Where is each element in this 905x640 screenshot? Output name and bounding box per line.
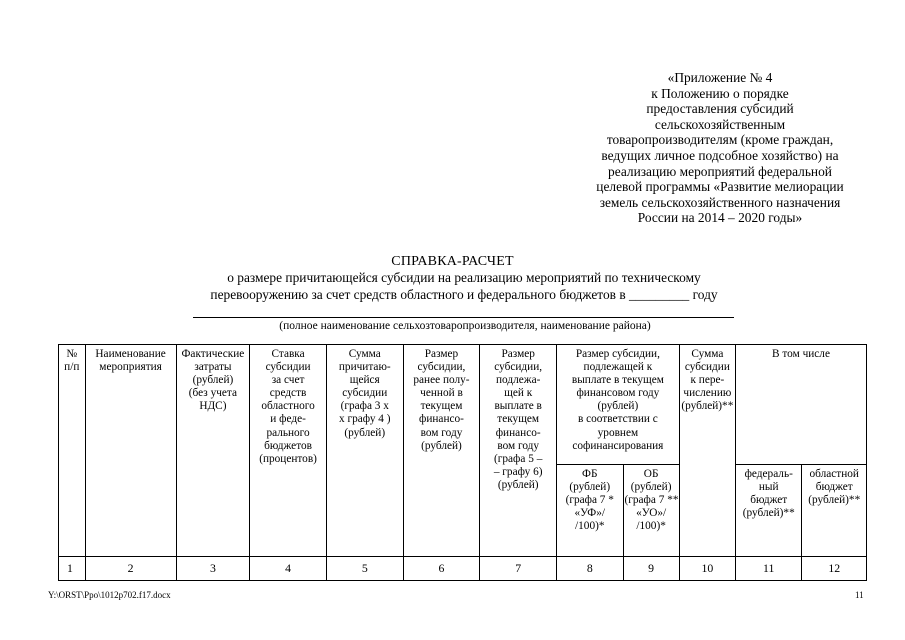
- header-activity-name: Наименование мероприятия: [85, 345, 176, 557]
- column-number: 9: [623, 557, 679, 581]
- header-subsidy-rate: Ставка субсидии за счет средств областного и феде- рального бюджетов (процентов): [250, 345, 327, 557]
- header-previously-received: Размер субсидии, ранее полу- ченной в текущем финансо- вом году (рублей): [403, 345, 480, 557]
- column-number: 7: [480, 557, 557, 581]
- header-regional-budget: областной бюджет (рублей)**: [802, 465, 867, 557]
- column-number: 8: [557, 557, 623, 581]
- subsidy-calculation-table: [58, 344, 867, 581]
- header-payable-current-year: Размер субсидии, подлежа- щей к выплате в текущем финансо- вом году (графа 5 – – графу 6) (рублей): [480, 345, 557, 557]
- appendix-line: сельскохозяйственным: [654, 116, 786, 132]
- header-regional-budget-share: ОБ (рублей) (графа 7 ** «УО»/ /100)*: [623, 465, 679, 557]
- header-cofinancing-group: Размер субсидии, подлежащей к выплате в текущем финансовом году (рублей) в соответствии с уровнем софинансирования: [557, 345, 680, 465]
- document-subtitle: [0, 270, 905, 303]
- appendix-header: [560, 70, 880, 226]
- column-number: 3: [176, 557, 250, 581]
- header-including-group: В том числе: [736, 345, 867, 465]
- subtitle-line-2: перевооружению за счет средств областного и федерального бюджетов в _________ году: [210, 286, 718, 302]
- appendix-line: ведущих личное подсобное хозяйство) на: [601, 147, 839, 163]
- header-federal-budget: федераль- ный бюджет (рублей)**: [736, 465, 802, 557]
- header-subsidy-due: Сумма причитаю- щейся субсидии (графа 3 х х графу 4 ) (рублей): [326, 345, 403, 557]
- header-row-number: № п/п: [59, 345, 86, 557]
- column-number: 5: [326, 557, 403, 581]
- header-amount-to-transfer: Сумма субсидии к пере- числению (рублей)**: [679, 345, 735, 557]
- column-number: 1: [59, 557, 86, 581]
- appendix-line: «Приложение № 4: [667, 70, 773, 85]
- column-number: 10: [679, 557, 735, 581]
- header-federal-budget-share: ФБ (рублей) (графа 7 * «УФ»/ /100)*: [557, 465, 623, 557]
- appendix-line: целевой программы «Развитие мелиорации: [596, 179, 844, 195]
- subtitle-line-1: о размере причитающейся субсидии на реализацию мероприятий по техническому: [227, 270, 701, 285]
- footer-file-path: Y:\ORST\Ppo\1012p702.f17.docx: [48, 590, 171, 600]
- page-number: 11: [855, 590, 864, 600]
- column-number: 2: [85, 557, 176, 581]
- appendix-line: предоставления субсидий: [646, 101, 794, 117]
- column-number-row: [59, 557, 867, 581]
- appendix-line: реализацию мероприятий федеральной: [608, 163, 832, 179]
- column-number: 6: [403, 557, 480, 581]
- document-title: СПРАВКА-РАСЧЕТ: [391, 254, 514, 269]
- producer-name-blank-line: [193, 317, 734, 318]
- column-number: 12: [802, 557, 867, 581]
- producer-name-caption: (полное наименование сельхозтоваропроизводителя, наименование района): [279, 320, 651, 332]
- appendix-line: земель сельскохозяйственного назначения: [599, 194, 841, 210]
- column-number: 11: [736, 557, 802, 581]
- appendix-line: России на 2014 – 2020 годы»: [637, 210, 803, 226]
- header-actual-costs: Фактические затраты (рублей) (без учета НДС): [176, 345, 250, 557]
- appendix-line: товаропроизводителям (кроме граждан,: [606, 132, 834, 148]
- appendix-line: к Положению о порядке: [651, 85, 789, 101]
- column-number: 4: [250, 557, 327, 581]
